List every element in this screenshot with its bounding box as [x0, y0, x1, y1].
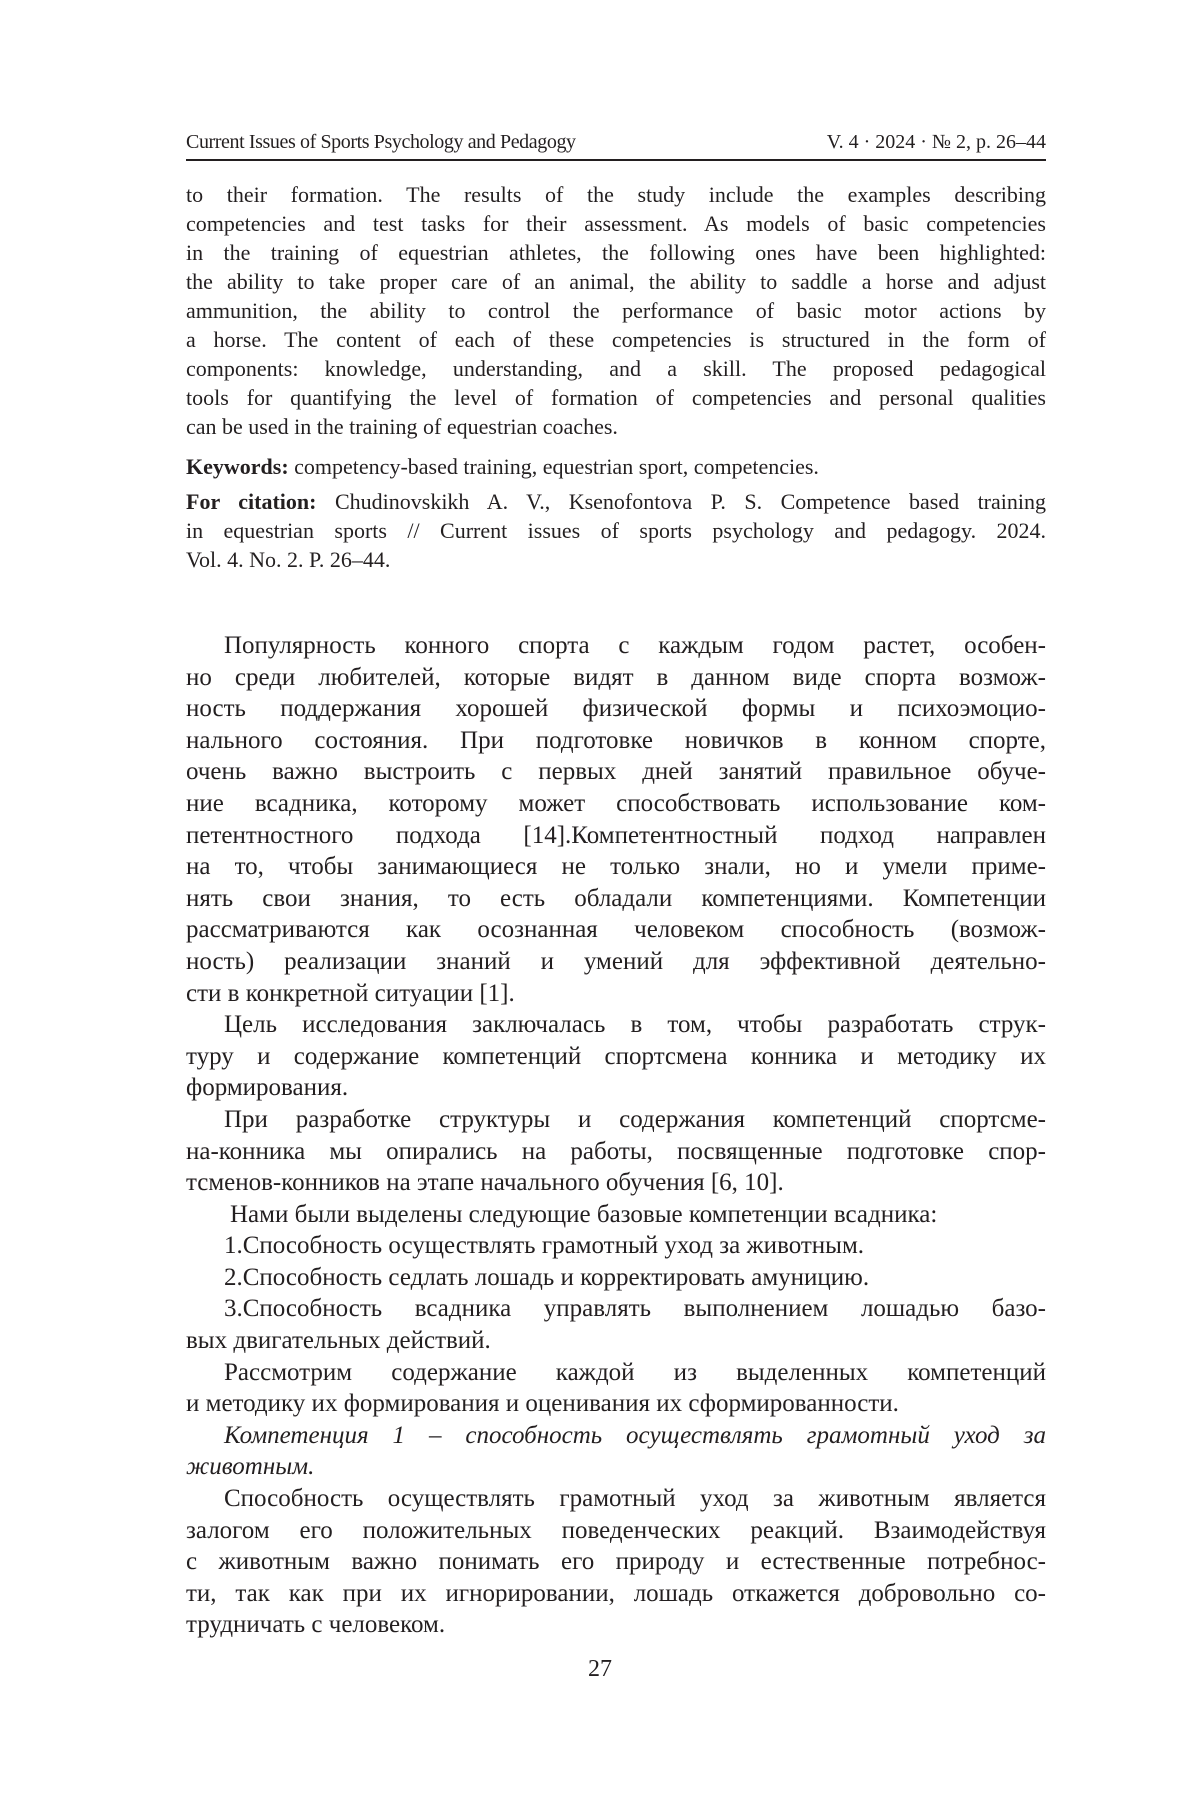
- paragraph: [186, 630, 1046, 1009]
- paragraph-line: Компетенция 1 – способность осуществлять грамотный уход за: [186, 1420, 1046, 1452]
- paragraph-line: очень важно выстроить с первых дней занятий правильное обуче-: [186, 756, 1046, 788]
- abstract-line: in the training of equestrian athletes, the following ones have been highlighted:: [186, 238, 1046, 267]
- paragraph-line: Популярность конного спорта с каждым годом растет, особен-: [186, 630, 1046, 662]
- paragraph-line: сти в конкретной ситуации [1].: [186, 978, 1046, 1010]
- paragraph: [186, 1357, 1046, 1420]
- paragraph-line: ние всадника, которому может способствовать использование ком-: [186, 788, 1046, 820]
- paragraph-line: с животным важно понимать его природу и естественные потребнос-: [186, 1546, 1046, 1578]
- keywords: [186, 452, 1046, 481]
- paragraph-line: нять свои знания, то есть обладали компетенциями. Компетенции: [186, 883, 1046, 915]
- abstract-line: the ability to take proper care of an animal, the ability to saddle a horse and adjust: [186, 267, 1046, 296]
- paragraph: [186, 1483, 1046, 1641]
- paragraph-line: но среди любителей, которые видят в данном виде спорта возмож-: [186, 662, 1046, 694]
- paragraph-line: и методику их формирования и оценивания их сформированности.: [186, 1388, 1046, 1420]
- paragraph-line: При разработке структуры и содержания компетенций спортсме-: [186, 1104, 1046, 1136]
- paragraph-line: нального состояния. При подготовке новичков в конном спорте,: [186, 725, 1046, 757]
- citation-line: Vol. 4. No. 2. P. 26–44.: [186, 545, 1046, 574]
- abstract-line: tools for quantifying the level of formation of competencies and personal qualities: [186, 383, 1046, 412]
- keywords-text: competency-based training, equestrian sport, competencies.: [289, 454, 819, 479]
- abstract-line: competencies and test tasks for their assessment. As models of basic competencies: [186, 209, 1046, 238]
- abstract-line: a horse. The content of each of these competencies is structured in the form of: [186, 325, 1046, 354]
- paragraph-line: Рассмотрим содержание каждой из выделенных компетенций: [186, 1357, 1046, 1389]
- running-header: [186, 128, 1046, 154]
- citation-line: in equestrian sports // Current issues of sports psychology and pedagogy. 2024.: [186, 516, 1046, 545]
- paragraph-line: рассматриваются как осознанная человеком способность (возмож-: [186, 914, 1046, 946]
- paragraph: [186, 1199, 1046, 1231]
- paragraph-line: животным.: [186, 1451, 1046, 1483]
- abstract: [186, 180, 1046, 441]
- page-number: 27: [0, 1656, 1200, 1683]
- citation: [186, 487, 1046, 574]
- paragraph: [186, 1009, 1046, 1104]
- header-rule: [186, 159, 1046, 161]
- issue-info: V. 4 · 2024 · № 2, p. 26–44: [827, 131, 1046, 154]
- paragraph-line: залогом его положительных поведенческих реакций. Взаимодействуя: [186, 1515, 1046, 1547]
- paragraph: [186, 1420, 1046, 1483]
- paragraph-line: ность) реализации знаний и умений для эффективной деятельно-: [186, 946, 1046, 978]
- paragraph-line: 2.Способность седлать лошадь и корректировать амуницию.: [186, 1262, 1046, 1294]
- paragraph-line: петентностного подхода [14].Компетентностный подход направлен: [186, 820, 1046, 852]
- paragraph-line: формирования.: [186, 1072, 1046, 1104]
- paragraph-line: Цель исследования заключалась в том, чтобы разработать струк-: [186, 1009, 1046, 1041]
- paragraph-line: вых двигательных действий.: [186, 1325, 1046, 1357]
- paragraph: [186, 1230, 1046, 1262]
- article-body: [186, 630, 1046, 1641]
- paragraph-line: ность поддержания хорошей физической формы и психоэмоцио-: [186, 693, 1046, 725]
- paragraph-line: трудничать с человеком.: [186, 1609, 1046, 1641]
- paragraph-line: Способность осуществлять грамотный уход за животным является: [186, 1483, 1046, 1515]
- paragraph-line: ти, так как при их игнорировании, лошадь откажется добровольно со-: [186, 1578, 1046, 1610]
- paragraph-line: на то, чтобы занимающиеся не только знали, но и умели приме-: [186, 851, 1046, 883]
- abstract-line: to their formation. The results of the study include the examples describing: [186, 180, 1046, 209]
- paragraph-line: 1.Способность осуществлять грамотный уход за животным.: [186, 1230, 1046, 1262]
- paragraph: [186, 1104, 1046, 1199]
- paragraph-line: тсменов-конников на этапе начального обучения [6, 10].: [186, 1167, 1046, 1199]
- keywords-label: Keywords:: [186, 454, 289, 479]
- abstract-line: can be used in the training of equestrian coaches.: [186, 412, 1046, 441]
- abstract-line: components: knowledge, understanding, and a skill. The proposed pedagogical: [186, 354, 1046, 383]
- paragraph: [186, 1293, 1046, 1356]
- paragraph-line: 3.Способность всадника управлять выполнением лошадью базо-: [186, 1293, 1046, 1325]
- citation-line: Chudinovskikh A. V., Ksenofontova P. S. Competence based training: [317, 489, 1047, 514]
- abstract-line: ammunition, the ability to control the performance of basic motor actions by: [186, 296, 1046, 325]
- paragraph-line: на-конника мы опирались на работы, посвященные подготовке спор-: [186, 1136, 1046, 1168]
- journal-title: Current Issues of Sports Psychology and Pedagogy: [186, 131, 576, 154]
- paragraph-line: туру и содержание компетенций спортсмена конника и методику их: [186, 1041, 1046, 1073]
- paragraph: [186, 1262, 1046, 1294]
- paragraph-line: Нами были выделены следующие базовые компетенции всадника:: [186, 1199, 1046, 1231]
- citation-label: For citation:: [186, 489, 317, 514]
